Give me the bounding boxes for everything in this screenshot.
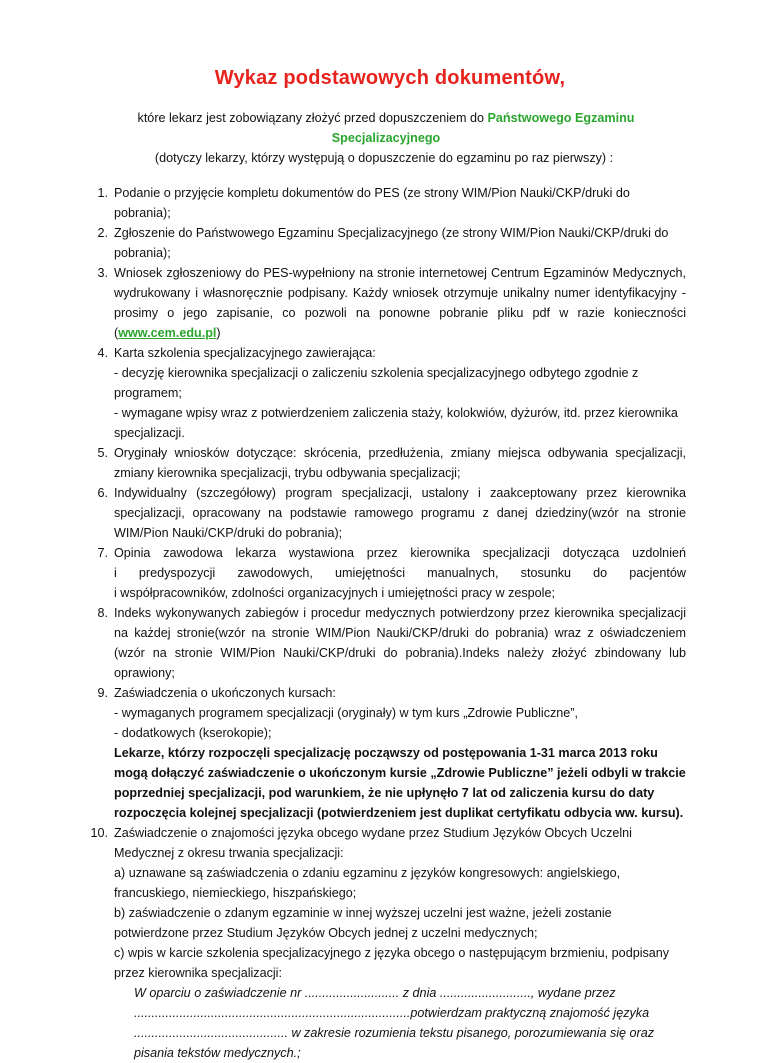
intro-line — [82, 108, 690, 148]
item-number: 3. — [97, 266, 108, 280]
document-list — [90, 183, 686, 1063]
item-3-text: Wniosek zgłoszeniowy do PES-wypełniony na stronie internetowej Centrum Egzaminów Medycznych, wydrukowany i własnoręcznie podpisany. Każdy wniosek otrzymuje unikalny numer identyfikacyjny - prosimy o jego zapisanie, co pozwoli na ponowne pobranie pliku pdf w razie konieczności ( — [114, 266, 686, 340]
item-text: Oryginały wniosków dotyczące: skrócenia, przedłużenia, zmiany miejsca odbywania specjalizacji, zmiany kierownika specjalizacji, trybu odbywania specjalizacji; — [114, 446, 686, 480]
item-subpoint: - wymaganych programem specjalizacji (oryginały) w tym kurs „Zdrowie Publiczne”, — [114, 706, 579, 720]
item-number: 5. — [97, 446, 108, 460]
intro-note: (dotyczy lekarzy, którzy występują o dopuszczenie do egzaminu po raz pierwszy) : — [154, 151, 614, 165]
item-subpoint: b) zaświadczenie o zdanym egzaminie w innej wyższej uczelni jest ważne, jeżeli zostanie potwierdzone przez Studium Języków Obcych jednej z uczelni medycznych; — [114, 906, 612, 940]
title-text: Wykaz podstawowych dokumentów — [214, 67, 560, 89]
item-text: Indywidualny (szczegółowy) program specjalizacji, ustalony i zaakceptowany przez kierownika specjalizacji, opracowany na podstawie ramowego programu z danej dziedziny(wzór na stronie WIM/Pion Nauki/CKP/druki do pobrania); — [114, 486, 686, 540]
item-subpoint: c) wpis w karcie szkolenia specjalizacyjnego z języka obcego o następującym brzmieniu, podpisany przez kierownika specjalizacji: — [114, 946, 670, 980]
item-number: 9. — [97, 686, 108, 700]
item-number: 4. — [97, 346, 108, 360]
item-number: 6. — [97, 486, 108, 500]
item-text — [114, 263, 686, 343]
list-item — [78, 823, 686, 1063]
item-number: 7. — [97, 546, 108, 560]
italic-template-line: pisania tekstów medycznych.; — [134, 1046, 301, 1060]
list-item — [78, 263, 686, 343]
item-text: Karta szkolenia specjalizacyjnego zawierająca: — [114, 346, 376, 360]
item-number: 8. — [97, 606, 108, 620]
list-item — [78, 543, 686, 603]
list-item — [78, 683, 686, 823]
intro-text: które lekarz jest zobowiązany złożyć przed dopuszczeniem do — [137, 111, 488, 125]
item-text: i predyspozycji zawodowych, umiejętności manualnych, stosunku do pacjentów — [114, 566, 686, 580]
item-subpoint: - dodatkowych (kserokopie); — [114, 726, 272, 740]
item-text: Podanie o przyjęcie kompletu dokumentów do PES (ze strony WIM/Pion Nauki/CKP/druki do pobrania); — [114, 186, 630, 220]
item-text: Indeks wykonywanych zabiegów i procedur medycznych potwierdzony przez kierownika specjalizacji na każdej stronie(wzór na stronie WIM/Pion Nauki/CKP/druki do pobrania) wraz z oświadczeniem (wzór na stronie WIM/Pion Nauki/CKP/druki do pobrania).Indeks należy złożyć zbindowany lub oprawiony; — [114, 606, 686, 680]
item-3-end: ) — [216, 326, 221, 340]
item-number: 1. — [97, 186, 108, 200]
list-item — [78, 223, 686, 263]
title-comma: , — [559, 67, 566, 89]
item-subpoint: a) uznawane są zaświadczenia o zdaniu egzaminu z języków kongresowych: angielskiego, francuskiego, niemieckiego, hiszpańskiego; — [114, 866, 621, 900]
item-number: 2. — [97, 226, 108, 240]
exam-name: Państwowego Egzaminu Specjalizacyjnego — [331, 111, 635, 145]
list-item — [78, 183, 686, 223]
italic-template-line: W oparciu o zaświadczenie nr ........................... z dnia .........................., wydane przez — [134, 986, 616, 1000]
item-number: 10. — [90, 826, 108, 840]
item-text: Opinia zawodowa lekarza wystawiona przez kierownika specjalizacji dotycząca uzdolnień — [114, 546, 686, 560]
italic-template-line: ...............................................................................potwierdzam praktyczną znajomość języka — [134, 1006, 650, 1020]
item-subpoint: - wymagane wpisy wraz z potwierdzeniem zaliczenia staży, kolokwiów, dyżurów, itd. przez kierownika specjalizacji. — [114, 406, 678, 440]
item-text: Zaświadczenie o znajomości języka obcego wydane przez Studium Języków Obcych Uczelni Medycznej z okresu trwania specjalizacji: — [114, 826, 632, 860]
item-subpoint: - decyzję kierownika specjalizacji o zaliczeniu szkolenia specjalizacyjnego odbytego zgodnie z programem; — [114, 366, 639, 400]
list-item — [78, 343, 686, 443]
list-item — [78, 483, 686, 543]
page-title — [94, 64, 686, 92]
bold-note: Lekarze, którzy rozpoczęli specjalizację począwszy od postępowania 1-31 marca 2013 roku mogą dołączyć zaświadczenie o ukończonym kursie „Zdrowie Publiczne” jeżeli odbyli w trakcie poprzedniej specjalizacji, pod warunkiem, że nie upłynęło 7 lat od zaliczenia kursu do daty rozpoczęcia kolejnej specjalizacji (potwierdzeniem jest duplikat certyfikatu odbycia ww. kursu). — [114, 746, 686, 820]
italic-template-line: ............................................ w zakresie rozumienia tekstu pisanego, porozumiewania się oraz — [134, 1026, 655, 1040]
list-item — [78, 603, 686, 683]
list-item — [78, 443, 686, 483]
item-text: Zaświadczenia o ukończonych kursach: — [114, 686, 336, 700]
item-text: Zgłoszenie do Państwowego Egzaminu Specjalizacyjnego (ze strony WIM/Pion Nauki/CKP/druki do pobrania); — [114, 226, 669, 260]
item-text: i współpracowników, zdolności organizacyjnych i umiejętności pracy w zespole; — [114, 586, 555, 600]
cem-website-link[interactable]: www.cem.edu.pl — [118, 326, 217, 340]
